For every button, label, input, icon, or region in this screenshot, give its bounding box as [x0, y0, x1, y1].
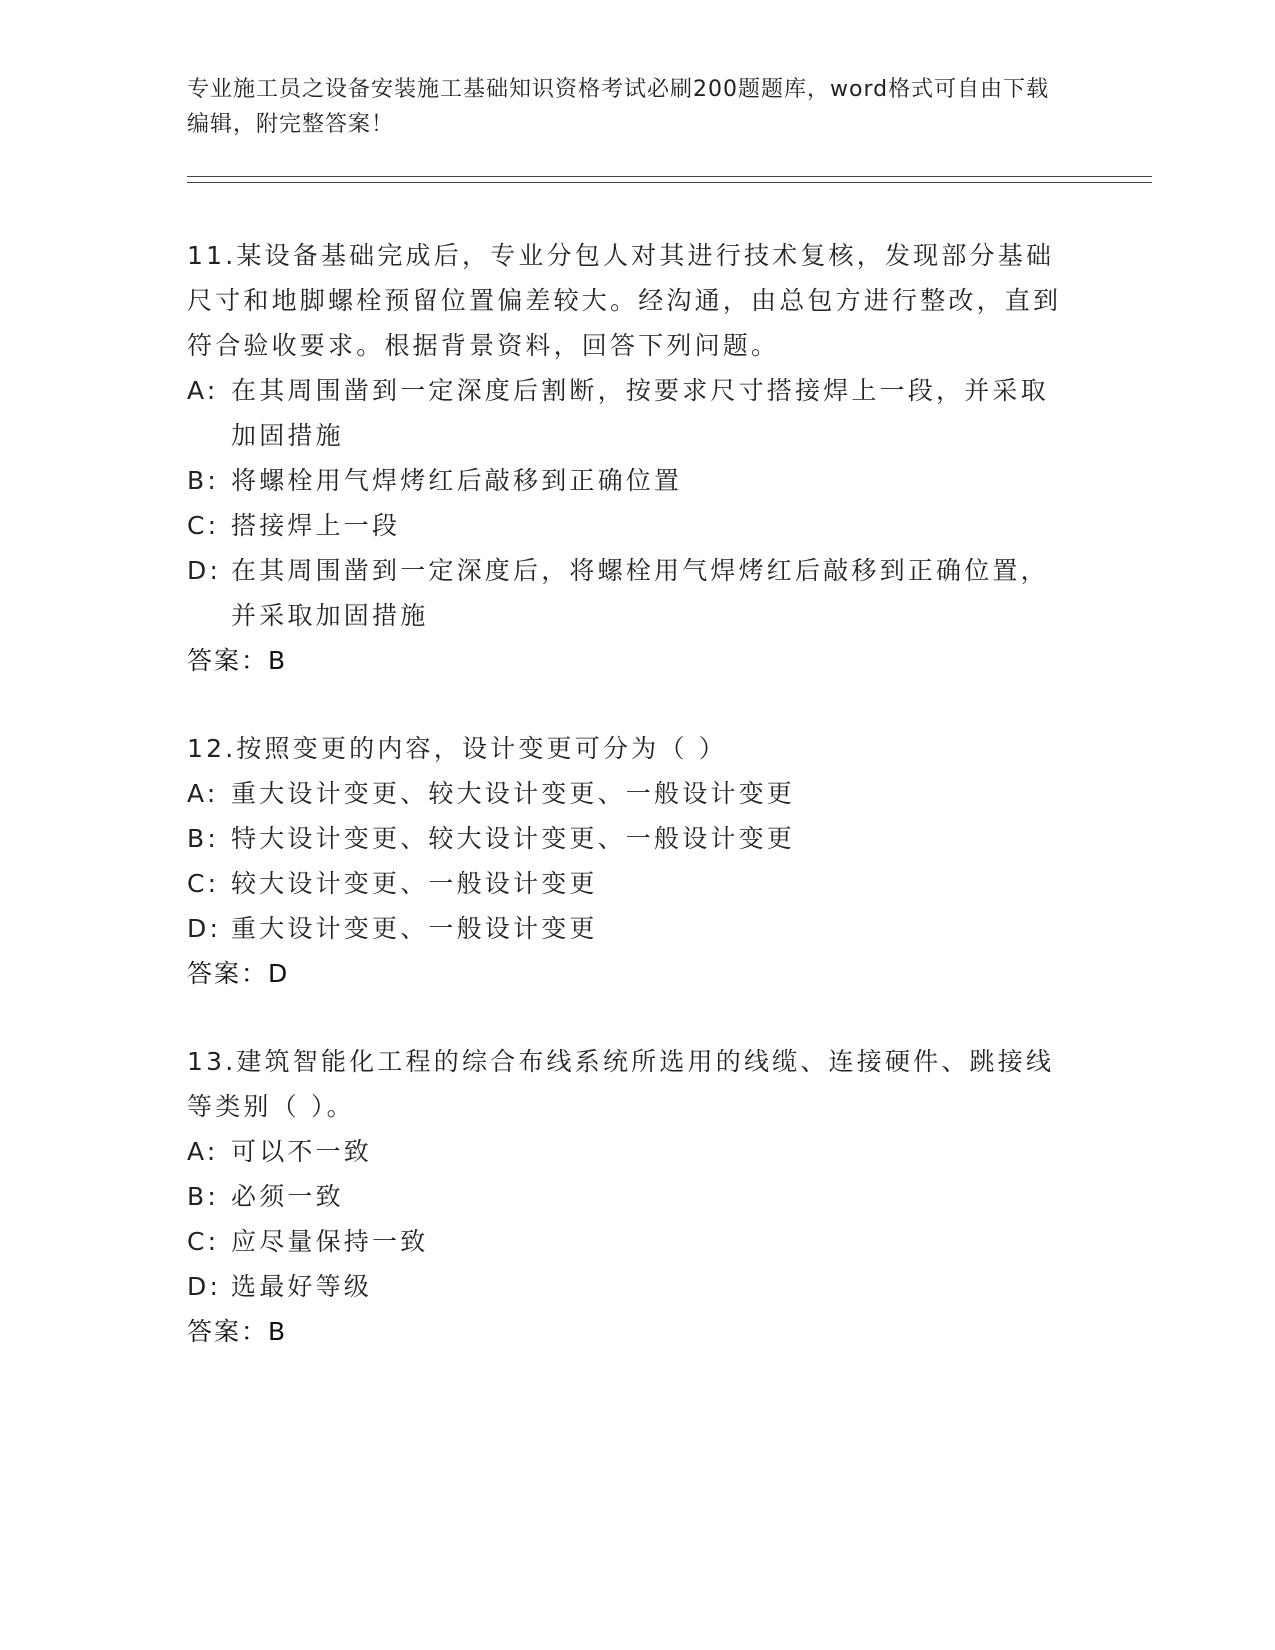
question-list	[187, 233, 1067, 1397]
document-header: 专业施工员之设备安装施工基础知识资格考试必刷200题题库，word格式可自由下载编辑，附完整答案！	[187, 77, 1050, 137]
header-rule-top	[187, 176, 1152, 177]
option-key: C:	[187, 511, 220, 540]
option-key: C:	[187, 869, 220, 898]
question-11	[187, 233, 1067, 683]
option-c	[187, 1219, 1067, 1264]
question-stem: 12.按照变更的内容，设计变更可分为（ ）	[187, 734, 727, 763]
option-a	[187, 1129, 1067, 1174]
answer: 答案：D	[187, 959, 290, 988]
option-key: D:	[187, 1272, 222, 1301]
option-text: 必须一致	[231, 1182, 344, 1211]
option-a	[187, 771, 1067, 816]
option-b	[187, 458, 1067, 503]
option-key: B:	[187, 824, 219, 853]
option-b	[187, 816, 1067, 861]
option-key: B:	[187, 1182, 219, 1211]
header-rule-bottom	[187, 182, 1152, 183]
option-text: 在其周围凿到一定深度后，将螺栓用气焊烤红后敲移到正确位置，并采取加固措施	[231, 556, 1049, 630]
option-c	[187, 861, 1067, 906]
option-text: 选最好等级	[231, 1272, 373, 1301]
question-13	[187, 1039, 1067, 1354]
option-text: 重大设计变更、较大设计变更、一般设计变更	[231, 779, 796, 808]
option-text: 应尽量保持一致	[231, 1227, 429, 1256]
option-key: D:	[187, 914, 222, 943]
option-text: 较大设计变更、一般设计变更	[231, 869, 598, 898]
option-key: A:	[187, 779, 219, 808]
option-key: C:	[187, 1227, 220, 1256]
option-text: 重大设计变更、一般设计变更	[231, 914, 598, 943]
option-d	[187, 906, 1067, 951]
option-text: 在其周围凿到一定深度后割断，按要求尺寸搭接焊上一段，并采取加固措施	[231, 376, 1049, 450]
option-text: 搭接焊上一段	[231, 511, 401, 540]
option-key: A:	[187, 376, 219, 405]
question-12	[187, 726, 1067, 996]
answer: 答案：B	[187, 1317, 288, 1346]
option-key: B:	[187, 466, 219, 495]
option-text: 将螺栓用气焊烤红后敲移到正确位置	[231, 466, 683, 495]
option-d	[187, 548, 1067, 638]
option-text: 特大设计变更、较大设计变更、一般设计变更	[231, 824, 796, 853]
option-key: D:	[187, 556, 222, 585]
option-key: A:	[187, 1137, 219, 1166]
answer: 答案：B	[187, 646, 288, 675]
option-c	[187, 503, 1067, 548]
option-d	[187, 1264, 1067, 1309]
question-stem: 13.建筑智能化工程的综合布线系统所选用的线缆、连接硬件、跳接线等类别（ ）。	[187, 1047, 1055, 1121]
option-b	[187, 1174, 1067, 1219]
question-stem: 11.某设备基础完成后，专业分包人对其进行技术复核，发现部分基础尺寸和地脚螺栓预留位置偏差较大。经沟通，由总包方进行整改，直到符合验收要求。根据背景资料，回答下列问题。	[187, 241, 1062, 360]
option-text: 可以不一致	[231, 1137, 373, 1166]
option-a	[187, 368, 1067, 458]
